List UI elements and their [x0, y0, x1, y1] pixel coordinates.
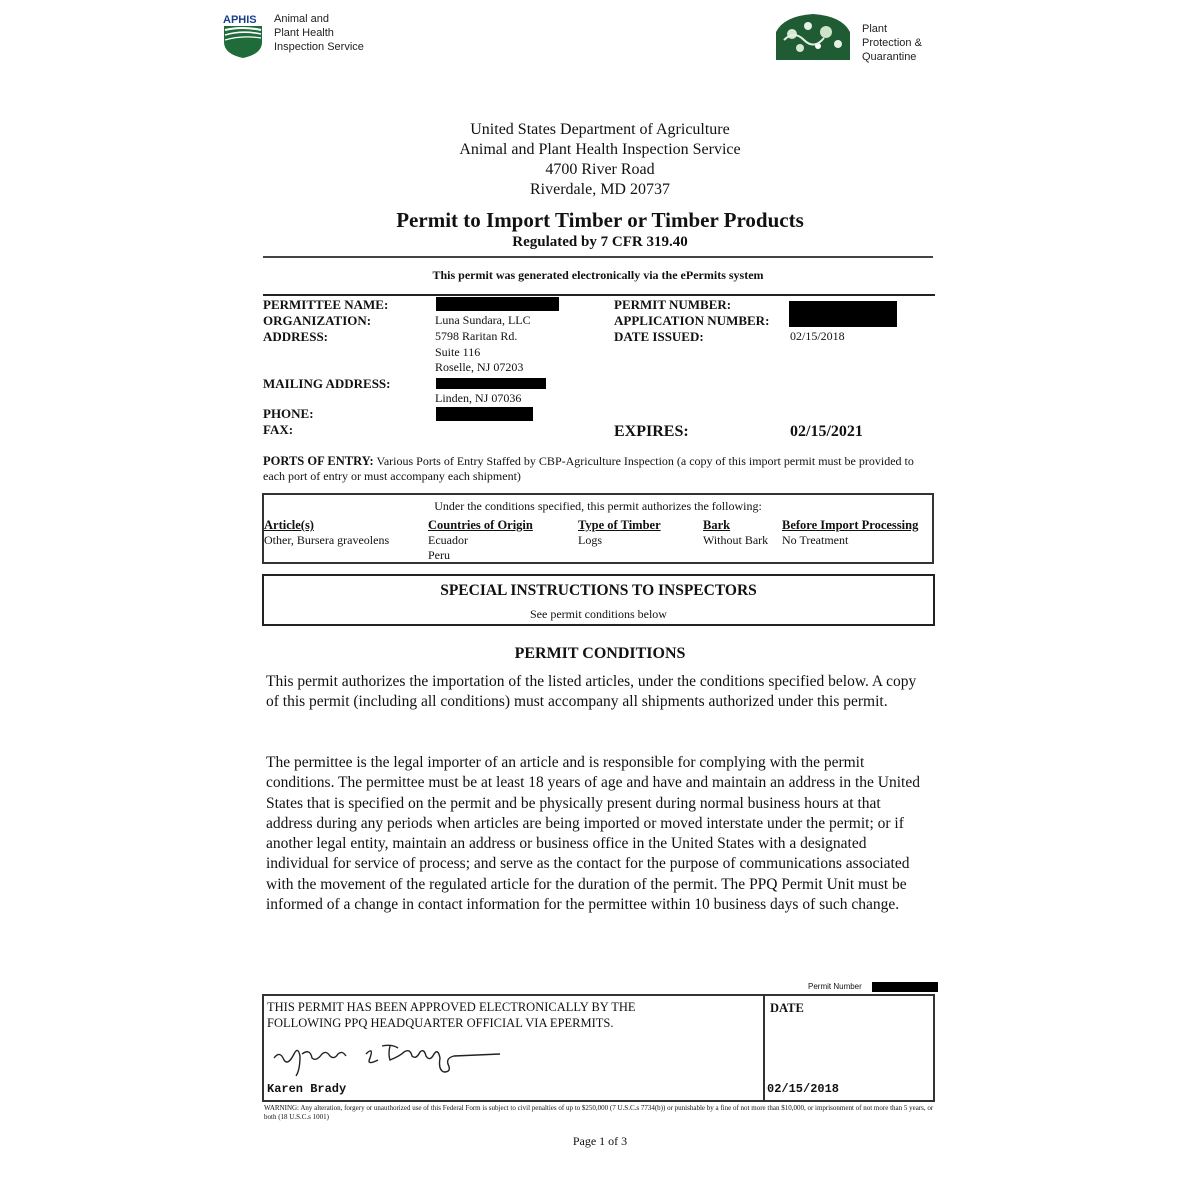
redacted-name [436, 297, 559, 311]
approval-line: FOLLOWING PPQ HEADQUARTER OFFICIAL VIA EPERMITS. [267, 1016, 614, 1030]
epermits-note: This permit was generated electronically via the ePermits system [432, 268, 764, 282]
date-issued-label: DATE ISSUED: [614, 329, 704, 344]
application-number-label: APPLICATION NUMBER: [614, 313, 770, 328]
mailing-city: Linden, NJ 07036 [435, 391, 522, 405]
cell-article: Other, Bursera graveolens [264, 533, 390, 547]
address-line: Suite 116 [435, 344, 481, 359]
address-value [435, 329, 523, 376]
approval-date-value: 02/15/2018 [767, 1082, 840, 1096]
aphis-line: Animal and [274, 13, 330, 25]
ppq-line: Plant [862, 23, 888, 35]
address-line: 5798 Raritan Rd. [435, 329, 518, 343]
agency-line: Riverdale, MD 20737 [530, 181, 670, 198]
cell-timber-type: Logs [578, 533, 602, 547]
approval-box [262, 994, 935, 1102]
permit-number-label: PERMIT NUMBER: [614, 297, 732, 312]
country: Ecuador [428, 533, 468, 547]
svg-text:APHIS: APHIS [223, 14, 257, 26]
expires-label: EXPIRES: [614, 423, 689, 440]
ppq-logo [774, 10, 944, 64]
signature-icon [270, 1040, 510, 1080]
ports-text: Various Ports of Entry Staffed by CBP-Agriculture Inspection (a copy of this import permit must be provided to each port of entry or must accompany each shipment) [263, 454, 914, 483]
column-header-countries: Countries of Origin [428, 518, 533, 532]
special-instructions-text: See permit conditions below [530, 607, 667, 621]
aphis-line: Inspection Service [274, 41, 364, 53]
organization-label: ORGANIZATION: [263, 313, 372, 328]
column-header-processing: Before Import Processing [782, 518, 919, 532]
agency-line: 4700 River Road [545, 161, 655, 178]
cell-countries [428, 533, 468, 563]
permit-conditions-title: PERMIT CONDITIONS [514, 645, 686, 662]
approval-line: THIS PERMIT HAS BEEN APPROVED ELECTRONICALLY BY THE [267, 1000, 636, 1014]
column-header-bark: Bark [703, 518, 731, 532]
document-title: Permit to Import Timber or Timber Products [396, 208, 804, 232]
fax-label: FAX: [263, 422, 294, 437]
redacted-permit-numbers [789, 301, 897, 327]
date-issued-value: 02/15/2018 [790, 329, 845, 343]
divider [263, 294, 935, 296]
approval-statement [267, 999, 636, 1031]
special-instructions-title: SPECIAL INSTRUCTIONS TO INSPECTORS [440, 582, 757, 599]
redacted-phone [436, 407, 533, 421]
approval-date-label: DATE [770, 1001, 804, 1015]
special-instructions-box [262, 574, 935, 626]
address-line: Roselle, NJ 07203 [435, 360, 524, 374]
mailing-address-label: MAILING ADDRESS: [263, 376, 391, 391]
condition-paragraph: This permit authorizes the importation of the listed articles, under the conditions specified below. A copy of this permit (including all conditions) must accompany all shipments authorized under this permit. [266, 673, 917, 711]
ppq-line: Protection & [862, 37, 922, 49]
aphis-line: Plant Health [274, 27, 334, 39]
agency-address [300, 120, 900, 200]
address-label: ADDRESS: [263, 329, 329, 344]
country: Peru [428, 548, 450, 562]
ports-label: PORTS OF ENTRY: [263, 454, 374, 468]
divider [763, 996, 765, 1100]
cell-bark: Without Bark [703, 533, 769, 547]
phone-label: PHONE: [263, 406, 314, 421]
aphis-shield-icon [222, 12, 264, 58]
permit-number-tag: Permit Number [808, 982, 862, 991]
agency-line: Animal and Plant Health Inspection Service [459, 141, 741, 158]
aphis-logo [222, 12, 392, 60]
condition-paragraph: The permittee is the legal importer of an article and is responsible for complying with the permit conditions. The permittee must be at least 18 years of age and have and maintain an address in the United States that is specified on the permit and be physically present during normal business hours at that address during any periods when articles are being imported or moved interstate under the permit; or if another legal entity, maintain an address or business office in the United States with a designated individual for service of process; and serve as the contact for the purpose of communications associated with the movement of the regulated article for the duration of the permit. The PPQ Permit Unit must be informed of a change in contact information for the permittee within 10 business days of such change. [266, 754, 920, 914]
column-header-articles: Article(s) [264, 518, 314, 532]
ppq-plant-icon [774, 10, 852, 60]
redacted-permit-number [872, 982, 938, 992]
organization-value: Luna Sundara, LLC [435, 313, 531, 327]
expires-value: 02/15/2021 [790, 423, 863, 440]
authorization-table [262, 493, 934, 564]
permittee-name-label: PERMITTEE NAME: [263, 297, 389, 312]
ppq-line: Quarantine [862, 51, 917, 63]
divider [263, 256, 933, 258]
ports-of-entry [263, 454, 933, 484]
page-number: Page 1 of 3 [572, 1134, 628, 1148]
redacted-mailing-street [436, 378, 546, 389]
official-name: Karen Brady [267, 1082, 347, 1096]
authorization-heading: Under the conditions specified, this permit authorizes the following: [434, 499, 762, 513]
agency-line: United States Department of Agriculture [470, 121, 730, 138]
warning-text: WARNING: Any alteration, forgery or unauthorized use of this Federal Form is subject to civil penalties of up to $250,000 (7 U.S.C.s 7734(b)) or punishable by a fine of not more than $10,000, or imprisonment of not more than 5 years, or both (18 U.S.C.s 1001) [264, 1104, 934, 1121]
column-header-timber-type: Type of Timber [578, 518, 661, 532]
cell-processing: No Treatment [782, 533, 849, 547]
document-subtitle: Regulated by 7 CFR 319.40 [512, 234, 688, 250]
